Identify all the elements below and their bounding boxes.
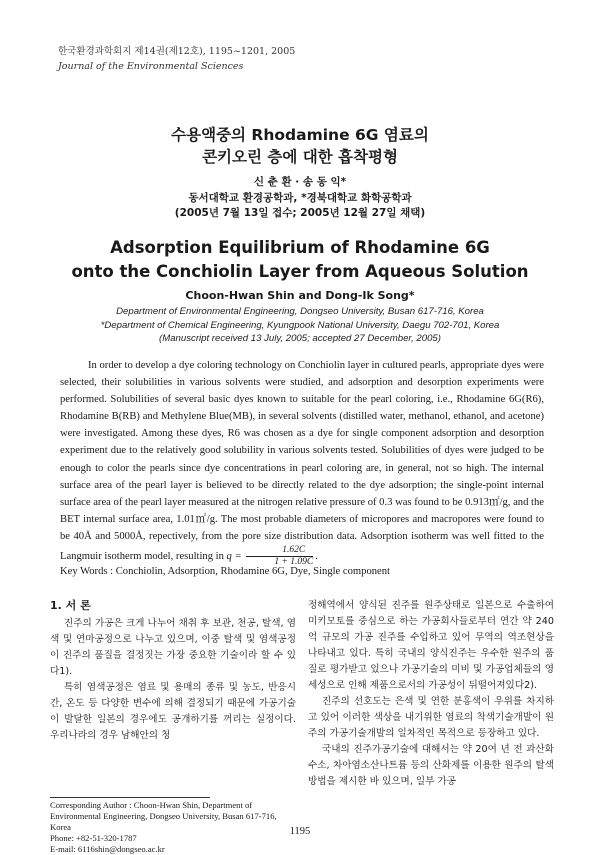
english-authors: Choon-Hwan Shin and Dong-Ik Song* [185, 289, 415, 302]
english-affiliations [0, 305, 600, 346]
journal-header [58, 44, 295, 74]
affiliation-line1: Department of Environmental Engineering, Dongseo University, Busan 617-716, Korea [116, 306, 484, 317]
page-number: 1195 [289, 826, 311, 837]
manuscript-dates: (Manuscript received 13 July, 2005; accepted 27 December, 2005) [159, 333, 441, 344]
keywords: Key Words : Conchiolin, Adsorption, Rhodamine 6G, Dye, Single component [60, 566, 390, 577]
formula-end: . [315, 550, 318, 562]
english-title-line1: Adsorption Equilibrium of Rhodamine 6G [110, 238, 490, 257]
korean-affiliation: 동서대학교 환경공학과, *경북대학교 화학공학과 [188, 191, 412, 204]
formula-denominator: 1 + 1.09C [274, 557, 314, 568]
korean-title-line2: 콘키오린 층에 대한 흡착평형 [202, 148, 398, 166]
footnote-author: Corresponding Author : Choon-Hwan Shin, Department of Environmental Engineering, Dongseo University, Busan 617-716, Korea [50, 800, 277, 832]
footnote-divider [50, 797, 210, 798]
journal-english-name: Journal of the Environmental Sciences [58, 61, 244, 72]
section-heading-introduction: 1. 서 론 [50, 599, 91, 612]
korean-title [0, 124, 600, 168]
journal-korean-citation: 한국환경과학회지 제14권(제12호), 1195~1201, 2005 [58, 46, 296, 57]
abstract [60, 357, 544, 568]
footnote-email: E-mail: 6116shin@dongseo.ac.kr [50, 844, 165, 854]
footnote-phone: Phone: +82-51-320-1787 [50, 833, 137, 843]
affiliation-line2: *Department of Chemical Engineering, Kyungpook National University, Daegu 702-701, Korea [100, 319, 500, 331]
korean-title-line1: 수용액중의 Rhodamine 6G 염료의 [171, 126, 429, 144]
right-column [308, 598, 554, 790]
korean-author-names: 신 춘 환 · 송 동 익* [253, 176, 347, 188]
right-paragraph-2: 진주의 선호도는 은색 및 연한 분홍색이 우위를 차지하고 있어 이러한 색상을 내기위한 염료의 착색기술개발이 원주의 가공기술개발의 일차적인 목적으로 등장하고 있다. [308, 696, 554, 739]
formula-lhs: q = [226, 550, 242, 562]
abstract-text: In order to develop a dye coloring technology on Conchiolin layer in cultured pearls, appropriate dyes were selected, their solubilities in various solvents were studied, and adsorption and desorption experiments were performed. Solubilities of several basic dyes known to suitable for the pearl coloring, i.e., Rhodamine 6G(R6), Rhodamine B(RB) and Methylene Blue(MB), in several solvents (distilled water, methanol, ethanol, and acetone) were investigated. Among these dyes, R6 was chosen as a dye for single component adsorption and desorption experiment due to the relatively good solubility in various solvents tested. Solubilities of dyes were judged to be enough to color the pearls since dye concentrations in pearl coloring are, in general, not so high. The internal surface area of the pearl layer is believed to be directly related to the dye adsorption; the single-point internal surface area of the pearl layer measured at the nitrogen relative pressure of 0.3 was found to be 0.913㎡/g, and the BET internal surface area, 1.01㎡/g. The most probable diameters of micropores and macropores were found to be 40Å and 5000Å, repectively, from the pore size distribution data. Adsorption isotherm was well fitted to the Langmuir isotherm model, resulting in [60, 360, 544, 562]
right-paragraph-3: 국내의 진주가공기술에 대해서는 약 20여 년 전 과산화수소, 차아염소산나트륨 등의 산화제를 이용한 원주의 탈색방법을 제시한 바 있으며, 일부 가공 [308, 744, 554, 787]
left-column [50, 598, 296, 744]
korean-authors-block [0, 175, 600, 222]
left-paragraph-1: 진주의 가공은 크게 나누어 채취 후 보관, 천공, 탈색, 염색 및 연마공정으로 나누고 있으며, 이중 탈색 및 염색공정이 진주의 품질을 결정짓는 가장 중요한 기술이라 할 수 있다1). [50, 618, 296, 677]
langmuir-formula [246, 545, 313, 568]
english-title [0, 236, 600, 284]
english-title-line2: onto the Conchiolin Layer from Aqueous Solution [71, 262, 529, 281]
korean-dates: (2005년 7월 13일 접수; 2005년 12월 27일 채택) [174, 207, 426, 219]
right-paragraph-1: 정해역에서 양식된 진주를 원주상태로 일본으로 수출하여 미키모토를 중심으로 하는 가공회사들로부터 연간 약 240억 규모의 가공 진주를 수입하고 있어 무역의 역조현상을 나타내고 있다. 특히 국내의 양식진주는 우수한 원주의 품질로 평가받고 있으나 가공기술의 미비 및 가공업체들의 영세성으로 인해 제품으로서의 가공성이 뒤떨어져있다2). [308, 600, 554, 691]
left-paragraph-2: 특히 염색공정은 염료 및 용매의 종류 및 농도, 반응시간, 온도 등 다양한 변수에 의해 결정되기 때문에 가공기술이 발달한 일본의 경우에도 공개하기를 꺼리는 실정이다. 우리나라의 경우 남해안의 청 [50, 682, 296, 741]
formula-numerator: 1.62C [246, 545, 313, 557]
